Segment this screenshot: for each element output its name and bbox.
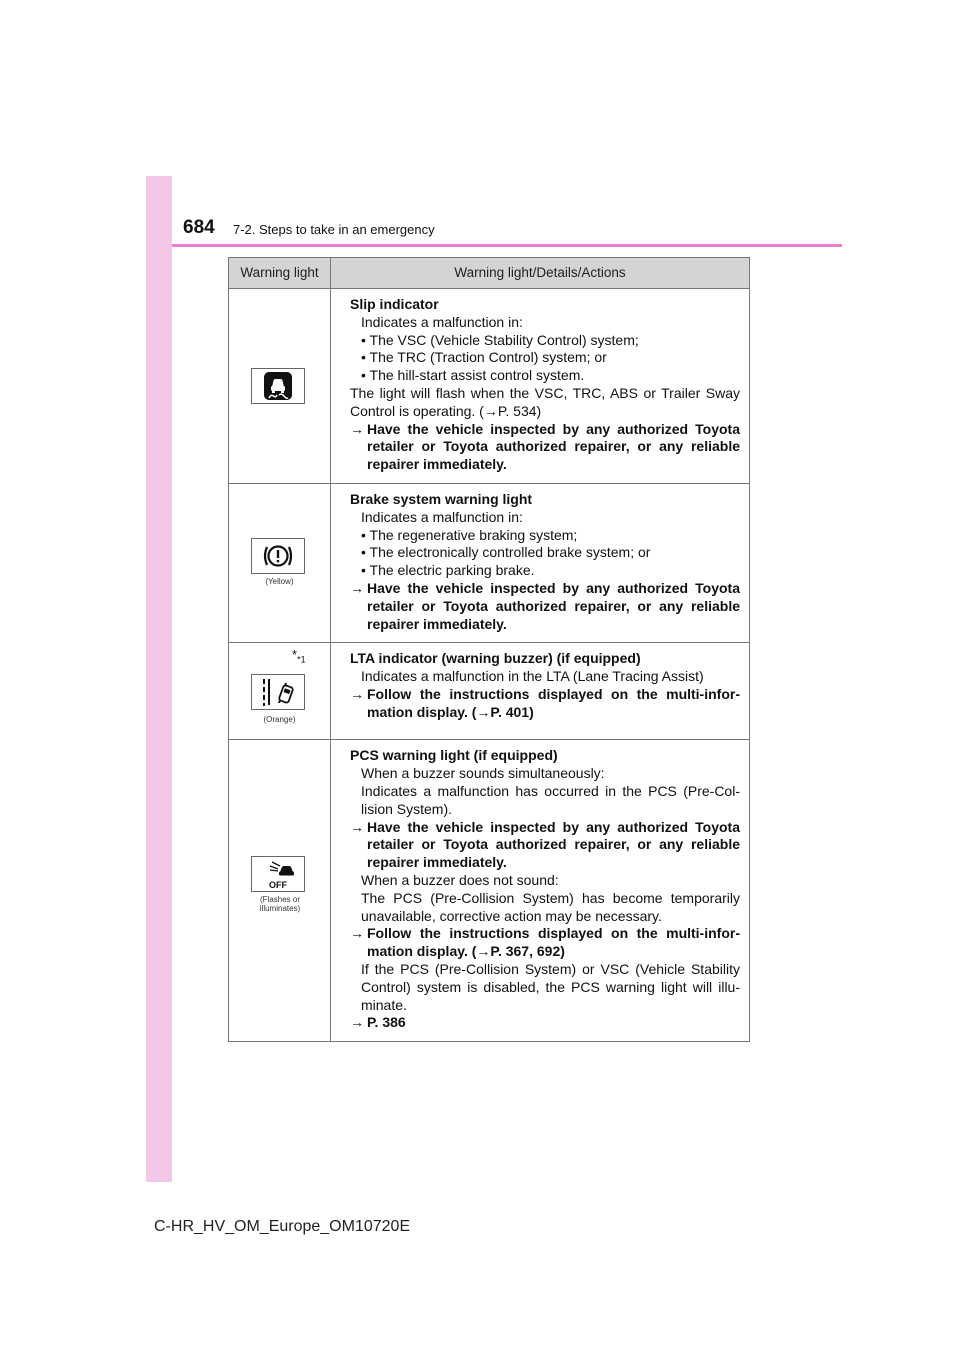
footnote-marker: $*_{*1}$ (292, 647, 306, 665)
side-tab-band (146, 176, 172, 1182)
icon-color-note: (Flashes or illuminates) (259, 895, 301, 914)
col-header-details: Warning light/Details/Actions (331, 258, 750, 289)
row-action: → Have the vehicle inspected by any authorized Toyota retailer or Toyota authorized repairer, or any reliable repairer immediately. (350, 579, 740, 632)
icon-cell (229, 483, 331, 642)
row-note: The light will flash when the VSC, TRC, ABS or Trailer Sway Control is operating. (→P. 534) (350, 384, 740, 419)
row-action: → Have the vehicle inspected by any authorized Toyota retailer or Toyota authorized repairer, or any reliable repairer immediately. (350, 818, 740, 871)
row-action: → Have the vehicle inspected by any authorized Toyota retailer or Toyota authorized repairer, or any reliable repairer immediately. (350, 420, 740, 473)
table-row (229, 483, 750, 642)
row-intro: Indicates a malfunction in: (361, 508, 523, 525)
icon-color-note: (Yellow) (265, 576, 294, 586)
details-cell (331, 483, 750, 642)
list-item: • The regenerative braking system; (361, 526, 578, 543)
section-title: 7-2. Steps to take in an emergency (233, 222, 435, 237)
slip-indicator-icon (251, 368, 305, 404)
document-code: C-HR_HV_OM_Europe_OM10720E (154, 1218, 411, 1235)
details-cell (331, 289, 750, 484)
table-row (229, 643, 750, 740)
row-title: Brake system warning light (350, 490, 533, 507)
row-intro: Indicates a malfunction in the LTA (Lane Tracing Assist) (361, 668, 704, 685)
row-action: → Follow the instructions displayed on the multi-infor-mation display. (→P. 401) (350, 685, 740, 720)
pcs-icon-off-label: OFF (269, 880, 287, 891)
icon-cell (229, 643, 331, 740)
row-text: When a buzzer does not sound: (361, 871, 559, 888)
row-action: → P. 386 (350, 1014, 406, 1031)
list-item: • The electric parking brake. (361, 562, 535, 579)
row-action: → Follow the instructions displayed on the multi-infor-mation display. (→P. 367, 692) (350, 925, 740, 960)
table-row (229, 289, 750, 484)
details-cell (331, 740, 750, 1042)
row-title: PCS warning light (if equipped) (350, 747, 558, 764)
row-intro: Indicates a malfunction in: (361, 313, 523, 330)
row-title: LTA indicator (warning buzzer) (if equipped) (350, 650, 641, 667)
lta-indicator-icon (251, 674, 305, 710)
icon-cell (229, 289, 331, 484)
row-title: Slip indicator (350, 296, 439, 312)
list-item: • The TRC (Traction Control) system; or (361, 349, 607, 366)
row-text: Indicates a malfunction has occurred in the PCS (Pre-Col-lision System). (361, 782, 740, 817)
row-text: If the PCS (Pre-Collision System) or VSC (Vehicle Stability Control) system is disabled, the PCS warning light will illu-minate. (361, 960, 740, 1013)
brake-system-warning-icon (251, 538, 305, 574)
icon-color-note: (Orange) (263, 715, 296, 725)
row-text: When a buzzer sounds simultaneously: (361, 765, 605, 782)
page-header (172, 213, 842, 247)
row-text: The PCS (Pre-Collision System) has become temporarily unavailable, corrective action may be necessary. (361, 889, 740, 924)
list-item: • The electronically controlled brake system; or (361, 544, 651, 561)
table-row (229, 740, 750, 1042)
page-number: 684 (183, 217, 215, 238)
header-rule (172, 244, 842, 247)
list-item: • The hill-start assist control system. (361, 367, 585, 384)
warning-light-table (228, 257, 750, 1042)
col-header-warning-light: Warning light (229, 258, 331, 289)
list-item: • The VSC (Vehicle Stability Control) system; (361, 331, 639, 348)
pcs-warning-icon (251, 856, 305, 892)
icon-cell (229, 740, 331, 1042)
details-cell (331, 643, 750, 740)
table-header-row (229, 258, 750, 289)
